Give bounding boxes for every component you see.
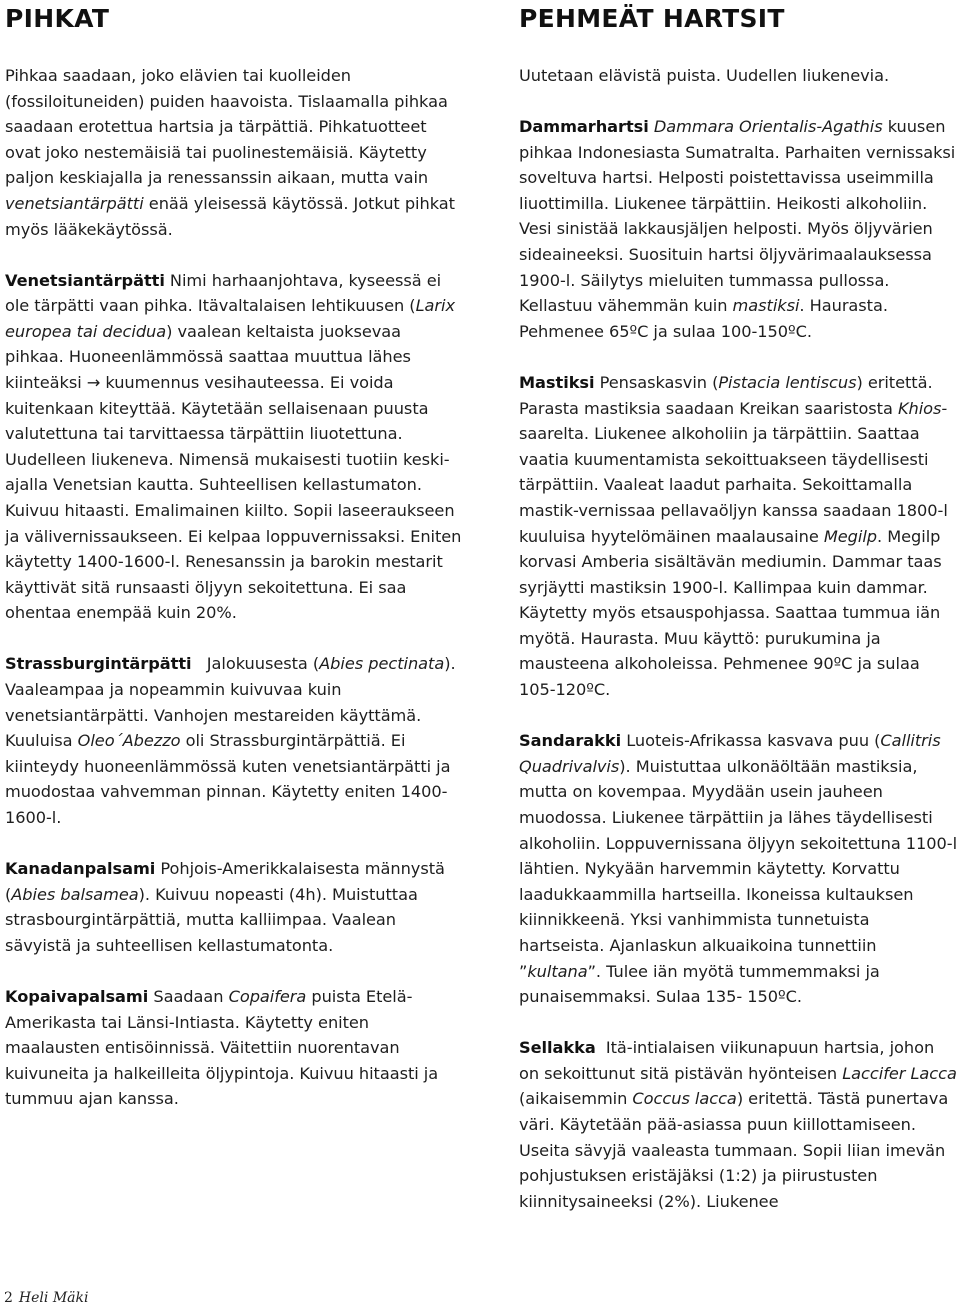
kanadanpalsami-paragraph: Kanadanpalsami Pohjois-Amerikkalaisesta männystä (Abies balsamea). Kuivuu nopeasti (4h). Muistuttaa strasbourgintärpättiä, mutta kalliimpaa. Vaalean sävyistä ja suhteellisen kellastumatonta.	[5, 859, 445, 955]
section-title-pehmeat-hartsit: PEHMEÄT HARTSIT	[519, 4, 785, 33]
left-column	[5, 0, 463, 1137]
dammarhartsi-paragraph: Dammarhartsi Dammara Orientalis-Agathis kuusen pihkaa Indonesiasta Sumatralta. Parhaiten vernissaksi soveltuva hartsi. Helposti poistettavissa useimmilla liuottimilla. Liukenee tärpättiin. Heikosti alkoholiin. Vesi sinistää lakkausjäljen helposti. Myös öljyvärien sideaineeksi. Suosituin hartsi öljyvärimaalauksessa 1900-l. Säilytys mieluiten tummassa pullossa. Kellastuu vähemmän kuin mastiksi. Haurasta. Pehmenee 65ºC ja sulaa 100-150ºC.	[519, 117, 956, 341]
term-mastiksi: Mastiksi	[519, 372, 595, 392]
term-venetsiantarpatti: Venetsiantärpätti	[5, 270, 165, 290]
term-dammarhartsi: Dammarhartsi	[519, 117, 649, 137]
sellakka-paragraph: Sellakka Itä-intialaisen viikunapuun hartsia, johon on sekoittunut sitä pistävän hyönteisen Laccifer Lacca (aikaisemmin Coccus lacca) eritettä. Tästä punertava väri. Käytetään pää-asiassa puun kiillottamiseen. Useita sävyjä vaaleasta tummaan. Sopii liian imevän pohjustuksen eristäjäksi (1:2) ja piirustusten kiinnitysaineeksi (2%). Liukenee	[519, 1038, 957, 1211]
term-strassburgintarpatti: Strassburgintärpätti	[5, 654, 192, 674]
term-sandarakki: Sandarakki	[519, 731, 622, 751]
page-footer	[4, 1290, 88, 1306]
strassburgintarpatti-paragraph: Strassburgintärpätti Jalokuusesta (Abies pectinata). Vaaleampaa ja nopeammin kuivuvaa kuin venetsiantärpätti. Vanhojen mestareiden käyttämä. Kuuluisa Oleo´Abezzo oli Strassburgintärpättiä. Ei kiinteydy huoneenlämmössä kuten venetsiantärpätti ja muodostaa vahvemman pinnan. Käytetty eniten 1400-1600-l.	[5, 654, 456, 828]
pehmeat-hartsit-intro: Uutetaan elävistä puista. Uudellen liukenevia.	[519, 66, 890, 85]
term-sellakka: Sellakka	[519, 1038, 596, 1058]
mastiksi-paragraph: Mastiksi Pensaskasvin (Pistacia lentiscus) eritettä. Parasta mastiksia saadaan Kreikan saaristosta Khios-saarelta. Liukenee alkoholiin ja tärpättiin. Saattaa vaatia kuumentamista sekoittuakseen täydellisesti tärpättiin. Vaaleat laadut parhaita. Sekoittamalla mastik-vernissaa pellavaöljyn kanssa saadaan 1800-l kuuluisa hyytelömäinen maalausaine Megilp. Megilp korvasi Amberia sisältävän mediumin. Dammar taas syrjäytti mastiksin 1900-l. Kallimpaa kuin dammar. Käytetty myös etsauspohjassa. Saattaa tummua iän myötä. Haurasta. Muu käyttö: purukumina ja mausteena alkoholeissa. Pehmenee 90ºC ja sulaa 105-120ºC.	[519, 372, 948, 700]
sandarakki-paragraph: Sandarakki Luoteis-Afrikassa kasvava puu (Callitris Quadrivalvis). Muistuttaa ulkonäöltään mastiksia, mutta on kovempaa. Myydään usein jauheen muodossa. Liukenee tärpättiin ja lähes täydellisesti alkoholiin. Loppuvernissana öljyyn sekoitettuna 1100-l lähtien. Nykyään harvemmin käytetty. Korvattu laadukkaammilla hartseilla. Ikoneissa kultauksen kiinnikkeenä. Yksi vanhimmista tunnetuista hartseista. Ajanlaskun alkuaikoina tunnettiin ”kultana”. Tulee iän myötä tummemmaksi ja punaisemmaksi. Sulaa 135- 150ºC.	[519, 731, 958, 1007]
term-kanadanpalsami: Kanadanpalsami	[5, 859, 156, 879]
kopaivapalsami-paragraph: Kopaivapalsami Saadaan Copaifera puista Etelä-Amerikasta tai Länsi-Intiasta. Käytetty eniten maalausten entisöinnissä. Väitettiin nuorentavan kuivuneita ja halkeilleita öljypintoja. Kuivuu hitaasti ja tummuu ajan kanssa.	[5, 987, 439, 1109]
term-kopaivapalsami: Kopaivapalsami	[5, 987, 149, 1006]
footer-author: Heli Mäki	[18, 1290, 89, 1306]
pihkat-intro-paragraph: Pihkaa saadaan, joko elävien tai kuolleiden (fossiloituneiden) puiden haavoista. Tislaamalla pihkaa saadaan erotettua hartsia ja tärpättiä. Pihkatuotteet ovat joko nestemäisiä tai puolinestemäisiä. Käytetty paljon keskiajalla ja renessanssin aikaan, mutta vain venetsiantärpätti enää yleisessä käytössä. Jotkut pihkat myös lääkekäytössä.	[5, 66, 455, 239]
right-column	[519, 0, 959, 1240]
venetsiantarpatti-paragraph: Venetsiantärpätti Nimi harhaanjohtava, kyseessä ei ole tärpätti vaan pihka. Itävaltalaisen lehtikuusen (Larix europea tai decidua) vaalean keltaista juoksevaa pihkaa. Huoneenlämmössä saattaa muuttua lähes kiinteäksi → kuumennus vesihauteessa. Ei voida kuitenkaan kiteyttää. Käytetään sellaisenaan puusta valutettuna tai tarvittaessa tärpättiin liuotettuna. Uudelleen liukeneva. Nimensä mukaisesti tuotiin keski-ajalla Venetsian kautta. Suhteellisen kellastumaton. Kuivuu hitaasti. Emalimainen kiilto. Sopii laseeraukseen ja välivernissaukseen. Ei kelpaa loppuvernissaksi. Eniten käytetty 1400-1600-l. Renesanssin ja barokin mestarit käyttivät sitä runsaasti öljyyn sekoitettuna. Ei saa ohentaa enempää kuin 20%.	[5, 270, 462, 623]
page-number: 2	[4, 1290, 13, 1306]
section-title-pihkat: PIHKAT	[5, 4, 110, 33]
